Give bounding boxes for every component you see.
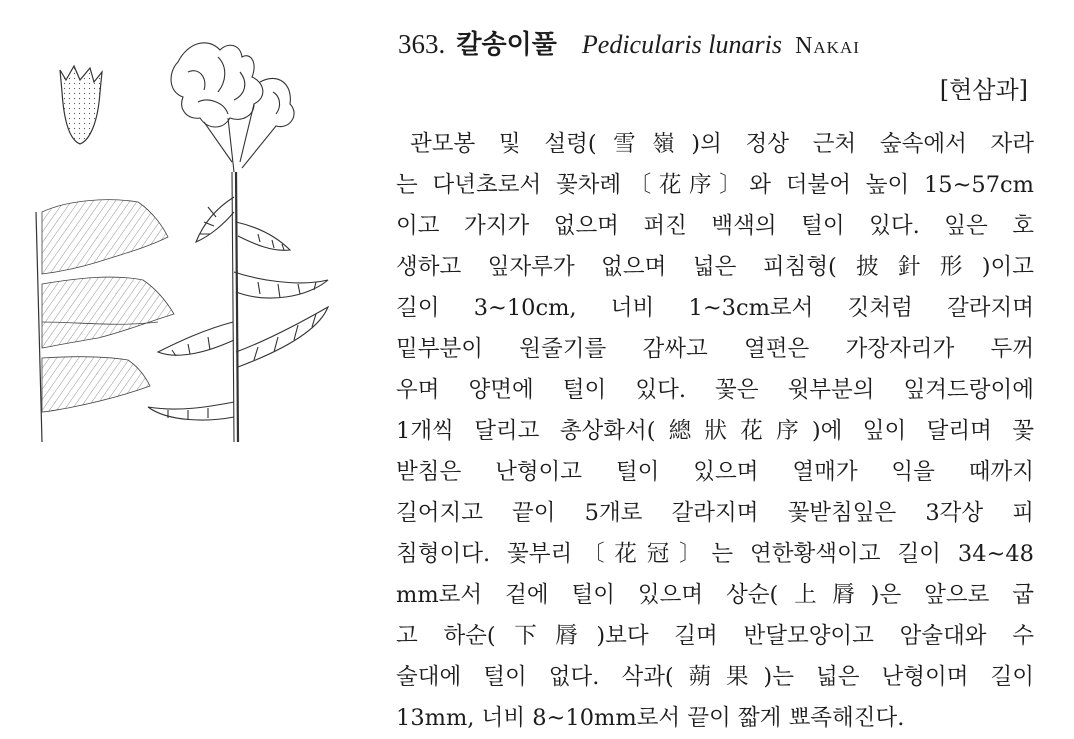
- description-line: 길이 3~10cm, 너비 1~3cm로서 깃처럼 갈라지며: [396, 295, 1034, 321]
- description-line: 길어지고 끝이 5개로 갈라지며 꽃받침잎은 3각상 피: [396, 500, 1034, 526]
- description-line: 13mm, 너비 8~10mm로서 끝이 짧게 뾰족해진다.: [396, 705, 905, 731]
- description-line: 우며 양면에 털이 있다. 꽃은 윗부분의 잎겨드랑이에: [396, 377, 1034, 403]
- korean-name: 칼송이풀: [456, 30, 557, 60]
- leaf-detail-drawing: [36, 200, 174, 442]
- entry-header: [398, 24, 1038, 64]
- description-line: 는 다년초로서 꽃차례〔花序〕와 더불어 높이 15~57cm: [396, 172, 1034, 198]
- description-line: 관모봉 및 설령(雪嶺)의 정상 근처 숲속에서 자라: [410, 131, 1034, 157]
- description-line: 이고 가지가 없으며 퍼진 백색의 털이 있다. 잎은 호: [396, 213, 1034, 239]
- description-line: 고 하순(下脣)보다 길며 반달모양이고 암술대와 수: [396, 623, 1034, 649]
- flowering-stem-drawing: [148, 43, 328, 442]
- plant-illustration: [28, 22, 368, 442]
- description-line: mm로서 겉에 털이 있으며 상순(上脣)은 앞으로 굽: [396, 582, 1034, 608]
- description-line: 술대에 털이 없다. 삭과(蒴果)는 넓은 난형이며 길이: [396, 664, 1034, 690]
- description-line: 침형이다. 꽃부리〔花冠〕는 연한황색이고 길이 34~48: [396, 541, 1034, 567]
- description-line: 1개씩 달리고 총상화서(總狀花序)에 잎이 달리며 꽃: [396, 418, 1034, 444]
- calyx-detail-drawing: [60, 66, 102, 144]
- description-paragraph: [396, 124, 1034, 739]
- description-line: 밑부분이 원줄기를 감싸고 열편은 가장자리가 두꺼: [396, 336, 1034, 362]
- description-line: 생하고 잎자루가 없으며 넓은 피침형(披針形)이고: [396, 254, 1034, 280]
- description-line: 받침은 난형이고 털이 있으며 열매가 익을 때까지: [396, 459, 1034, 485]
- family-name: [현삼과]: [939, 76, 1028, 104]
- scientific-name: Pedicularis lunaris: [581, 30, 782, 59]
- entry-number: 363.: [398, 29, 446, 59]
- author-name: Nakai: [795, 33, 860, 59]
